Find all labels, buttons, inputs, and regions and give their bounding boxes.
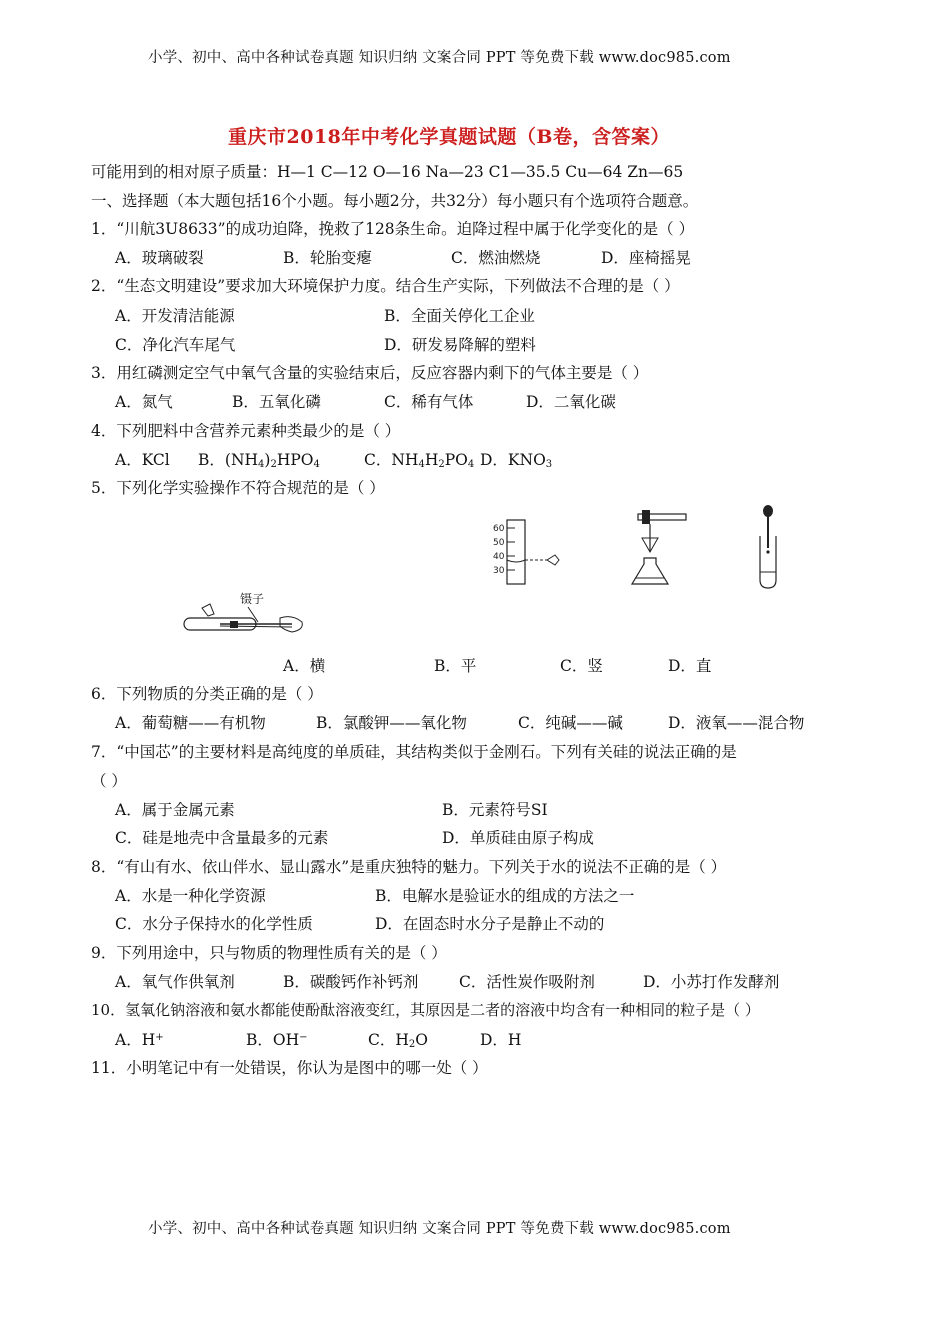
option-d: D．直 [668,657,712,675]
question-stem: 9．下列用途中，只与物质的物理性质有关的是（ ） [91,944,447,962]
option-a: A．KCl [115,451,170,469]
answer-blank: （ ） [91,772,127,790]
question-stem: 3．用红磷测定空气中氧气含量的实验结束后，反应容器内剩下的气体主要是（ ） [91,364,649,382]
page-title: 重庆市2018年中考化学真题试题（B卷，含答案） [228,126,670,148]
option-c: C．净化汽车尾气 [115,336,236,354]
footer-banner: 小学、初中、高中各种试卷真题 知识归纳 文案合同 PPT 等免费下载 www.doc985.com [148,1221,731,1237]
option-b: B．平 [434,657,477,675]
graduated-cylinder [507,520,525,584]
option-b: B．元素符号SI [442,801,548,819]
option-a: A．氮气 [115,393,173,411]
option-a: A．开发清洁能源 [115,307,235,325]
option-a: A．属于金属元素 [115,801,235,819]
option-b: B．碳酸钙作补钙剂 [283,973,419,991]
option-a: A．水是一种化学资源 [115,887,266,905]
option-b: B．五氧化磷 [232,393,321,411]
option-b: B．全面关停化工企业 [384,307,535,325]
option-d: D．研发易降解的塑料 [384,336,536,354]
scale-label: 60 [493,524,505,534]
figure-funnel-flask [628,508,698,590]
option-a: A．H+ [115,1031,164,1049]
hand-left-icon [202,604,214,616]
option-c: C．燃油燃烧 [451,249,541,267]
option-d: D．小苏打作发酵剂 [643,973,780,991]
clamp-knob [642,510,650,524]
option-c: C．$H_2O$ [368,1031,428,1050]
question-stem: 2．“生态文明建设”要求加大环境保护力度。结合生产实际，下列做法不合理的是（ ） [91,277,680,295]
scale-label: 50 [493,538,505,548]
option-d: D．液氧——混合物 [668,714,805,732]
section-heading: 一、选择题（本大题包括16个小题。每小题2分，共32分）每小题只有个选项符合题意。 [91,192,699,210]
option-a: A．横 [283,657,326,675]
option-d: D．座椅摇晃 [601,249,691,267]
option-c: C．水分子保持水的化学性质 [115,915,313,933]
option-c: C．活性炭作吸附剂 [459,973,595,991]
question-stem: 6．下列物质的分类正确的是（ ） [91,685,323,703]
header-banner: 小学、初中、高中各种试卷真题 知识归纳 文案合同 PPT 等免费下载 www.doc985.com [148,50,731,66]
option-d: D．二氧化碳 [526,393,616,411]
question-stem: 8．“有山有水、依山伴水、显山露水”是重庆独特的魅力。下列关于水的说法不正确的是（ ） [91,858,727,876]
option-a: A．玻璃破裂 [115,249,204,267]
question-stem: 11．小明笔记中有一处错误，你认为是图中的哪一处（ ） [91,1059,488,1077]
figure-cylinder-reading [495,518,565,588]
scale-label: 40 [493,552,505,562]
question-stem: 7．“中国芯”的主要材料是高纯度的单质硅，其结构类似于金刚石。下列有关硅的说法正确的是 [91,743,737,761]
question-stem: 5．下列化学实验操作不符合规范的是（ ） [91,479,385,497]
meniscus [507,560,525,562]
drop [766,550,769,553]
question-stem: 1．“川航3U8633”的成功迫降，挽救了128条生命。迫降过程中属于化学变化的是（ ） [91,220,695,238]
atomic-masses: 可能用到的相对原子质量：H—1 C—12 O—16 Na—23 C1—35.5 Cu—64 Zn—65 [91,163,684,181]
solid-sample [230,621,238,628]
option-a: A．氧气作供氧剂 [115,973,235,991]
option-b: B．$(NH_4)_2HPO_4$ [198,451,320,470]
option-b: B．电解水是验证水的组成的方法之一 [375,887,635,905]
option-c: C．纯碱——碱 [518,714,623,732]
option-c: C．$NH_4H_2PO_4$ [364,451,475,470]
option-a: A．葡萄糖——有机物 [115,714,266,732]
option-d: D．H [480,1031,522,1049]
option-b: B．OH− [246,1031,308,1049]
option-c: C．硅是地壳中含量最多的元素 [115,829,329,847]
scale-label: 30 [493,566,505,576]
conical-flask [632,558,668,584]
figure-horizontal-tube [180,588,310,648]
question-stem: 10．氢氧化钠溶液和氨水都能使酚酞溶液变红，其原因是二者的溶液中均含有一种相同的粒子是（ ） [91,1001,760,1019]
dropper-bulb [763,505,773,517]
figure-dropper-tube [748,504,788,590]
label-pointer [248,607,258,622]
option-d: D．$KNO_3$ [480,451,553,470]
tweezers-label: 镊子 [240,592,265,606]
option-b: B．氯酸钾——氧化物 [316,714,467,732]
option-b: B．轮胎变瘪 [283,249,372,267]
option-d: D．在固态时水分子是静止不动的 [375,915,605,933]
option-c: C．竖 [560,657,603,675]
option-d: D．单质硅由原子构成 [442,829,594,847]
question-stem: 4．下列肥料中含营养元素种类最少的是（ ） [91,422,401,440]
option-c: C．稀有气体 [384,393,474,411]
eye-icon [547,555,559,565]
